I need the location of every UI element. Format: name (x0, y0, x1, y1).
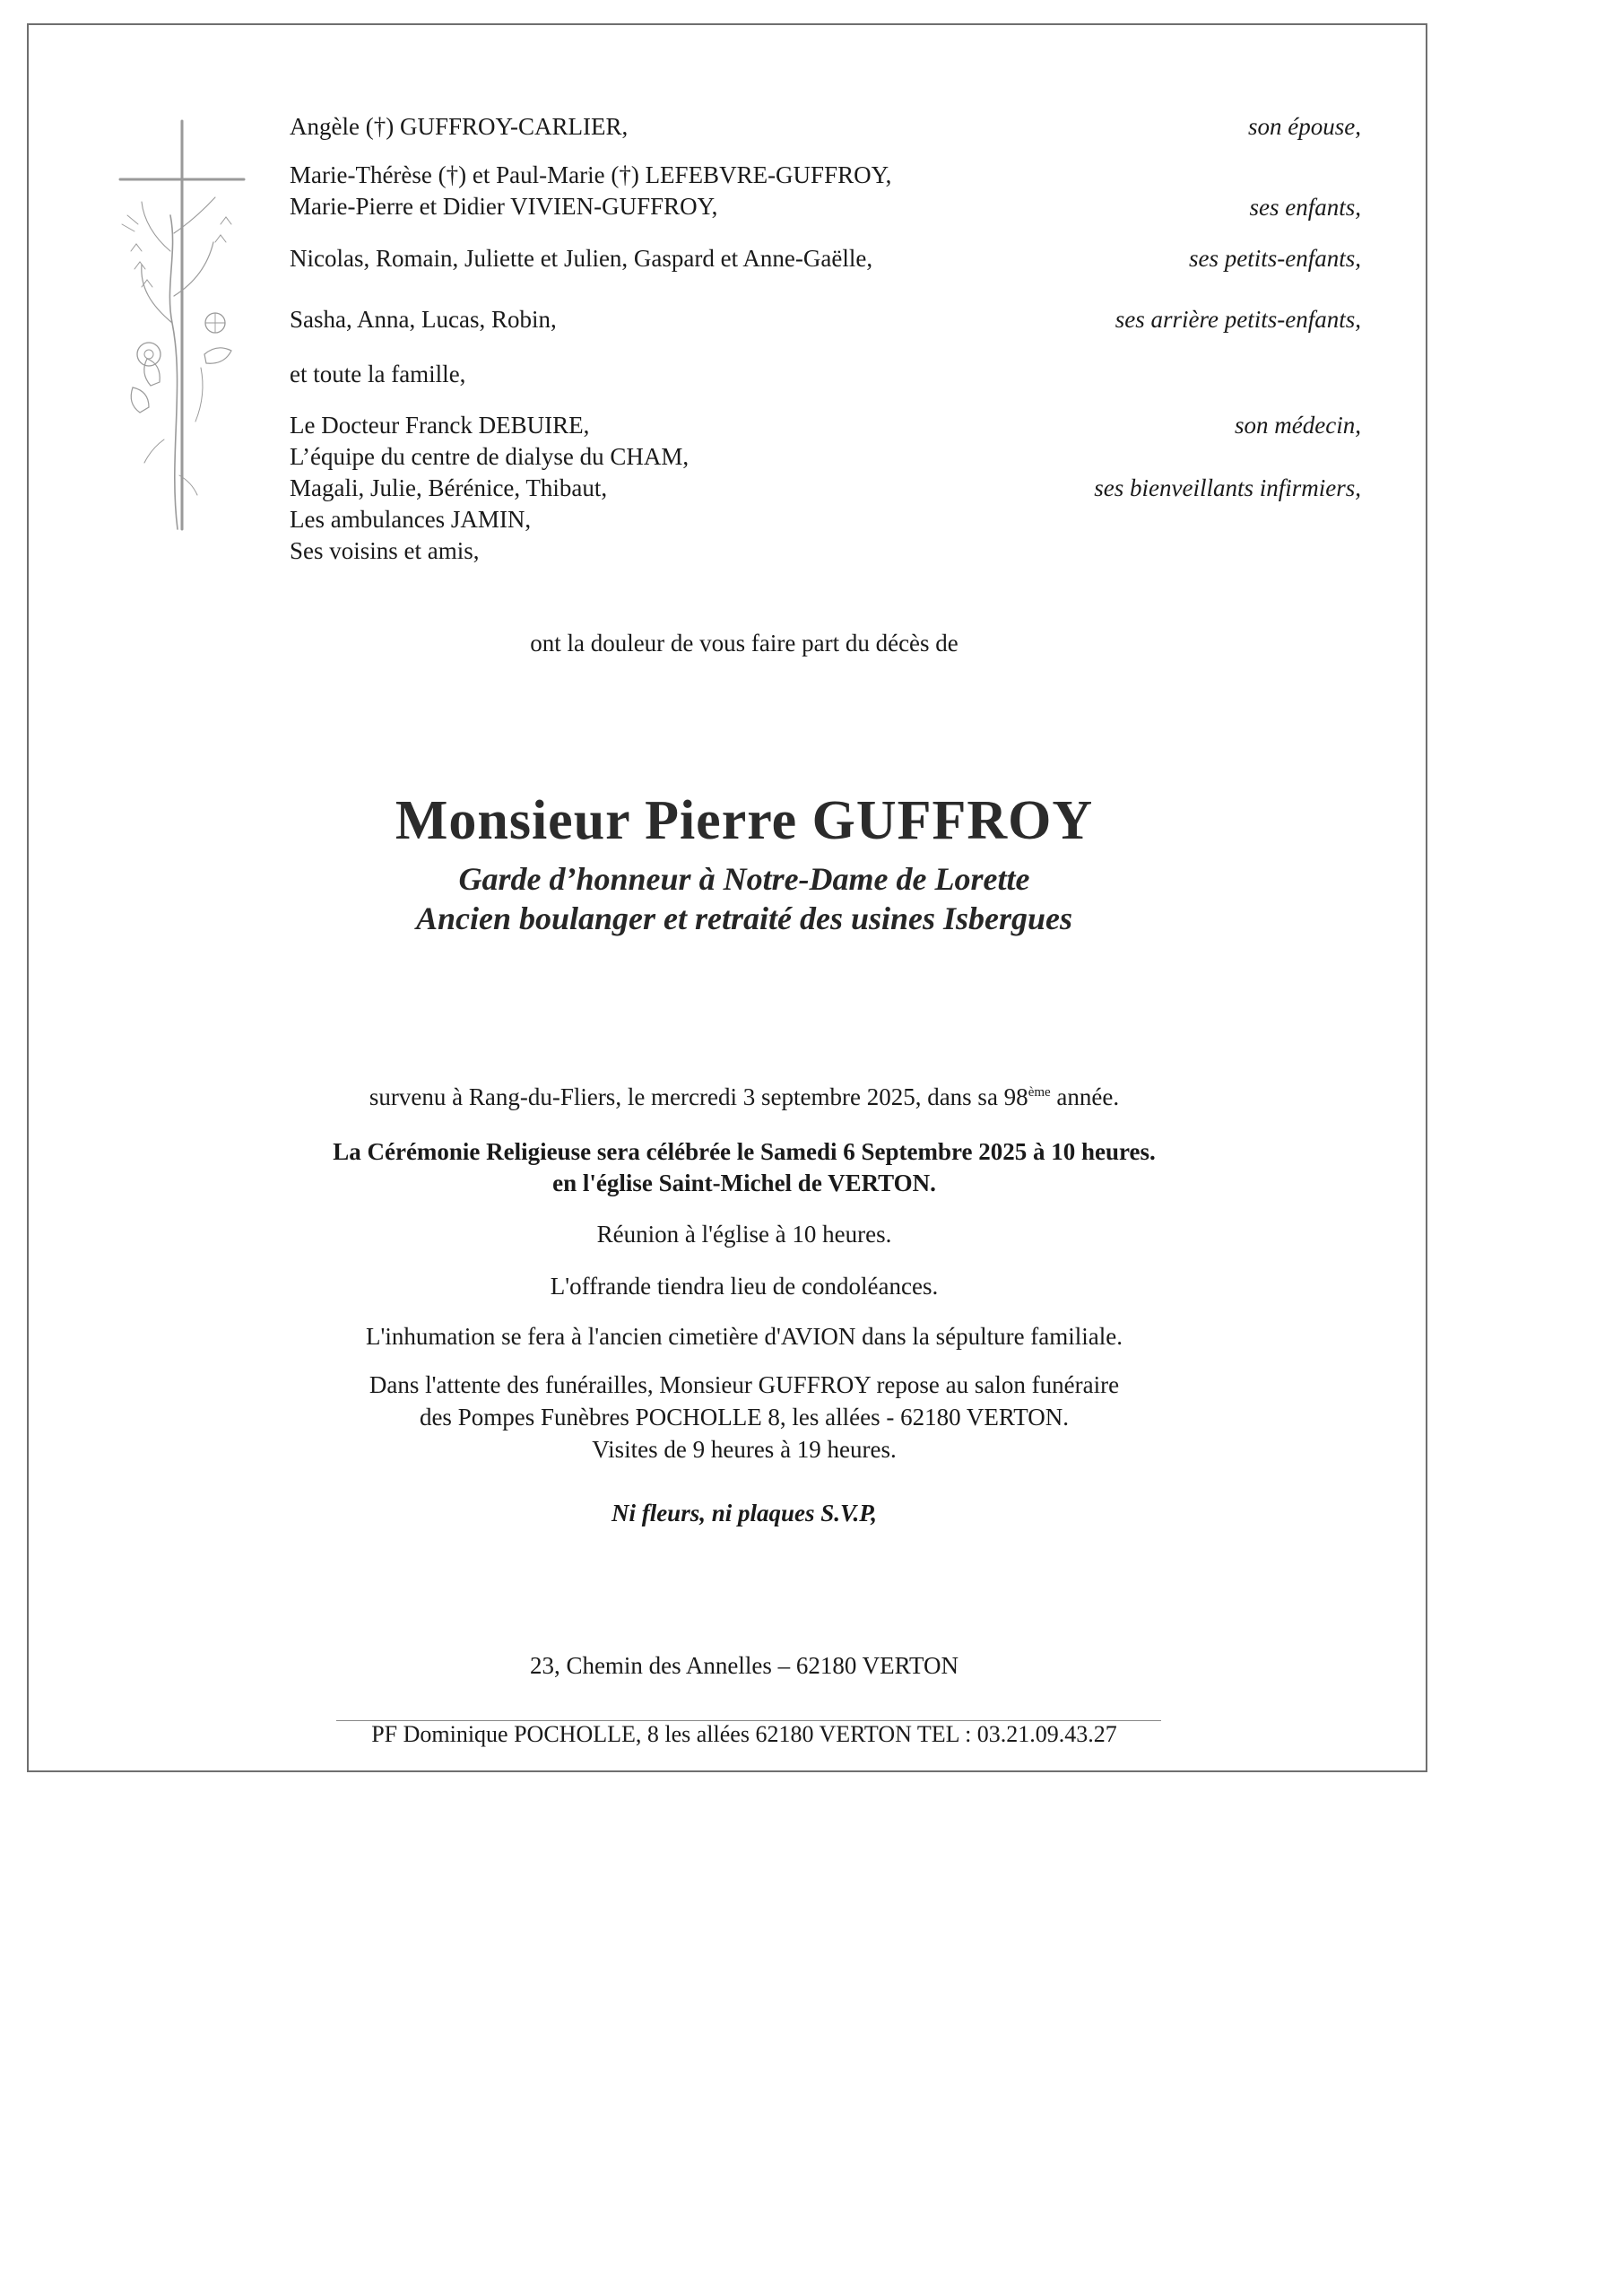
family-names: Marie-Thérèse (†) et Paul-Marie (†) LEFEBVRE-GUFFROY, (290, 161, 892, 188)
family-relation: son épouse, (1248, 113, 1361, 140)
rest-info (0, 1369, 1488, 1465)
cross-with-flowers-icon (115, 117, 267, 538)
caregiver-name: Magali, Julie, Bérénice, Thibaut, (290, 474, 608, 501)
caregiver-name: Les ambulances JAMIN, (290, 506, 532, 533)
family-names: Nicolas, Romain, Juliette et Julien, Gaspard et Anne-Gaëlle, (290, 245, 873, 272)
relation-doctor: son médecin, (1235, 412, 1361, 439)
rest-line: Visites de 9 heures à 19 heures. (592, 1436, 897, 1463)
ceremony-details (0, 1136, 1488, 1199)
deceased-title-line: Ancien boulanger et retraité des usines Isbergues (415, 900, 1073, 936)
family-names: Sasha, Anna, Lucas, Robin, (290, 306, 557, 333)
family-relation: ses petits-enfants, (1189, 245, 1361, 272)
deceased-name: Monsieur Pierre GUFFROY (395, 790, 1094, 851)
ceremony-line: La Cérémonie Religieuse sera célébrée le Samedi 6 Septembre 2025 à 10 heures. (333, 1138, 1156, 1165)
death-details (0, 1083, 1488, 1111)
no-flowers-notice: Ni fleurs, ni plaques S.V.P, (611, 1500, 878, 1526)
deceased-title-line: Garde d’honneur à Notre-Dame de Lorette (458, 861, 1030, 897)
death-text-end: année. (1050, 1083, 1120, 1110)
relation-nurses: ses bienveillants infirmiers, (1094, 474, 1361, 501)
death-text: survenu à Rang-du-Fliers, le mercredi 3 septembre 2025, dans sa 98 (369, 1083, 1028, 1110)
meeting-info: Réunion à l'église à 10 heures. (596, 1221, 892, 1248)
death-superscript: ème (1028, 1085, 1051, 1100)
funeral-home-footer: PF Dominique POCHOLLE, 8 les allées 62180 VERTON TEL : 03.21.09.43.27 (371, 1721, 1117, 1747)
rest-line: Dans l'attente des funérailles, Monsieur GUFFROY repose au salon funéraire (369, 1371, 1120, 1398)
family-address: 23, Chemin des Annelles – 62180 VERTON (529, 1652, 959, 1679)
family-relation: ses enfants, (1249, 194, 1361, 221)
family-names: et toute la famille, (290, 361, 466, 387)
family-names: Angèle (†) GUFFROY-CARLIER, (290, 113, 629, 140)
caregiver-name: Ses voisins et amis, (290, 537, 480, 564)
offering-info: L'offrande tiendra lieu de condoléances. (550, 1273, 939, 1300)
caregiver-name: L’équipe du centre de dialyse du CHAM, (290, 443, 690, 470)
family-names: Marie-Pierre et Didier VIVIEN-GUFFROY, (290, 193, 718, 220)
caregiver-name: Le Docteur Franck DEBUIRE, (290, 412, 590, 439)
burial-info: L'inhumation se fera à l'ancien cimetière d'AVION dans la sépulture familiale. (365, 1323, 1123, 1350)
ceremony-line: en l'église Saint-Michel de VERTON. (552, 1170, 936, 1196)
rest-line: des Pompes Funèbres POCHOLLE 8, les allées - 62180 VERTON. (419, 1404, 1070, 1431)
deceased-titles (0, 859, 1488, 938)
announcement: ont la douleur de vous faire part du décès de (530, 630, 958, 657)
family-relation: ses arrière petits-enfants, (1115, 306, 1361, 333)
